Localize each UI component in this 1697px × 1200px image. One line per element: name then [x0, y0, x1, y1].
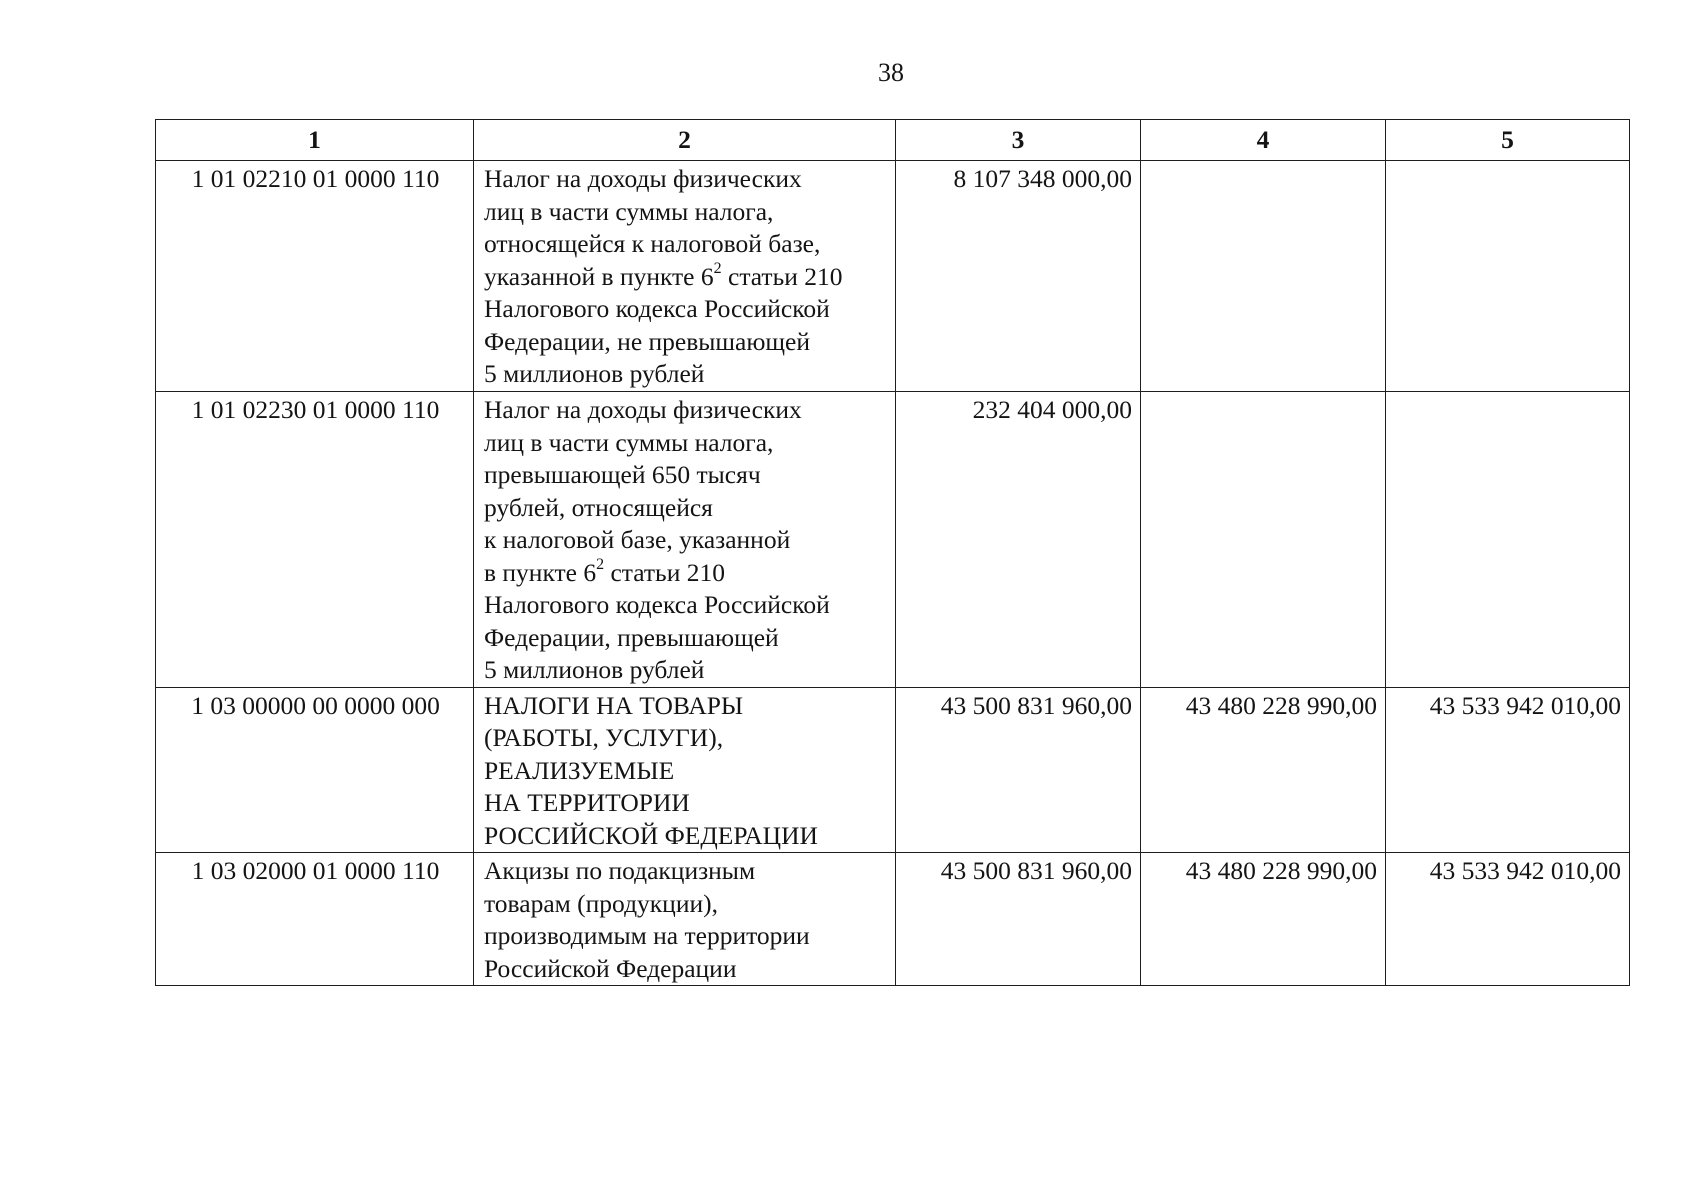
row-name-line: 5 миллионов рублей	[484, 655, 705, 684]
row-amount-col5	[1386, 392, 1630, 688]
row-amount-col4	[1141, 392, 1386, 688]
row-name-line: указанной в пункте $6^2$ статьи 210	[484, 260, 843, 291]
header-col-5: 5	[1386, 120, 1630, 161]
header-col-3: 3	[896, 120, 1141, 161]
table-row	[156, 161, 1630, 392]
row-amount-col5	[1386, 161, 1630, 392]
row-amount-col5: 43 533 942 010,00	[1386, 853, 1630, 986]
row-name-line: производимым на территории	[484, 921, 810, 950]
row-name-line: НАЛОГИ НА ТОВАРЫ	[484, 690, 744, 720]
row-name-line: 5 миллионов рублей	[484, 359, 705, 388]
budget-table	[155, 119, 1630, 986]
row-name	[474, 853, 896, 986]
row-name	[474, 687, 896, 853]
row-name-line: Налогового кодекса Российской	[484, 294, 830, 323]
row-name-line: рублей, относящейся	[484, 492, 713, 522]
row-code: 1 03 02000 01 0000 110	[156, 853, 474, 986]
row-name-line: Налог на доходы физических	[484, 164, 802, 193]
header-col-2: 2	[474, 120, 896, 161]
row-amount-col4: 43 480 228 990,00	[1141, 853, 1386, 986]
row-name	[474, 392, 896, 688]
row-name-line: Федерации, превышающей	[484, 622, 779, 652]
row-name-line: Налогового кодекса Российской	[484, 590, 830, 619]
row-name-line: НА ТЕРРИТОРИИ	[484, 788, 690, 817]
row-amount-col3: 232 404 000,00	[896, 392, 1141, 688]
row-amount-col4	[1141, 161, 1386, 392]
row-amount-col3: 43 500 831 960,00	[896, 687, 1141, 853]
header-row	[156, 120, 1630, 161]
header-col-1: 1	[156, 120, 474, 161]
row-code: 1 03 00000 00 0000 000	[156, 687, 474, 853]
row-code: 1 01 02230 01 0000 110	[156, 392, 474, 688]
page-number: 38	[878, 58, 904, 87]
row-name-line: к налоговой базе, указанной	[484, 525, 791, 554]
row-name-line: превышающей 650 тысяч	[484, 460, 761, 489]
row-name-line: лиц в части суммы налога,	[484, 427, 774, 457]
row-name	[474, 161, 896, 392]
row-name-line: Российской Федерации	[484, 953, 737, 983]
row-name-line: Федерации, не превышающей	[484, 326, 811, 356]
row-name-line: относящейся к налоговой базе,	[484, 229, 821, 258]
header-col-4: 4	[1141, 120, 1386, 161]
table-row	[156, 687, 1630, 853]
row-name-line: лиц в части суммы налога,	[484, 196, 774, 226]
row-amount-col4: 43 480 228 990,00	[1141, 687, 1386, 853]
row-amount-col5: 43 533 942 010,00	[1386, 687, 1630, 853]
row-name-line: (РАБОТЫ, УСЛУГИ),	[484, 723, 724, 752]
row-amount-col3: 43 500 831 960,00	[896, 853, 1141, 986]
row-name-line: РОССИЙСКОЙ ФЕДЕРАЦИИ	[484, 820, 818, 850]
row-name-line: Акцизы по подакцизным	[484, 856, 756, 885]
row-amount-col3: 8 107 348 000,00	[896, 161, 1141, 392]
row-name-line: РЕАЛИЗУЕМЫЕ	[484, 755, 675, 785]
row-name-line: товарам (продукции),	[484, 888, 718, 918]
row-name-line: Налог на доходы физических	[484, 395, 802, 424]
row-name-line: в пункте $6^2$ статьи 210	[484, 556, 725, 587]
table-row	[156, 853, 1630, 986]
row-code: 1 01 02210 01 0000 110	[156, 161, 474, 392]
table-row	[156, 392, 1630, 688]
